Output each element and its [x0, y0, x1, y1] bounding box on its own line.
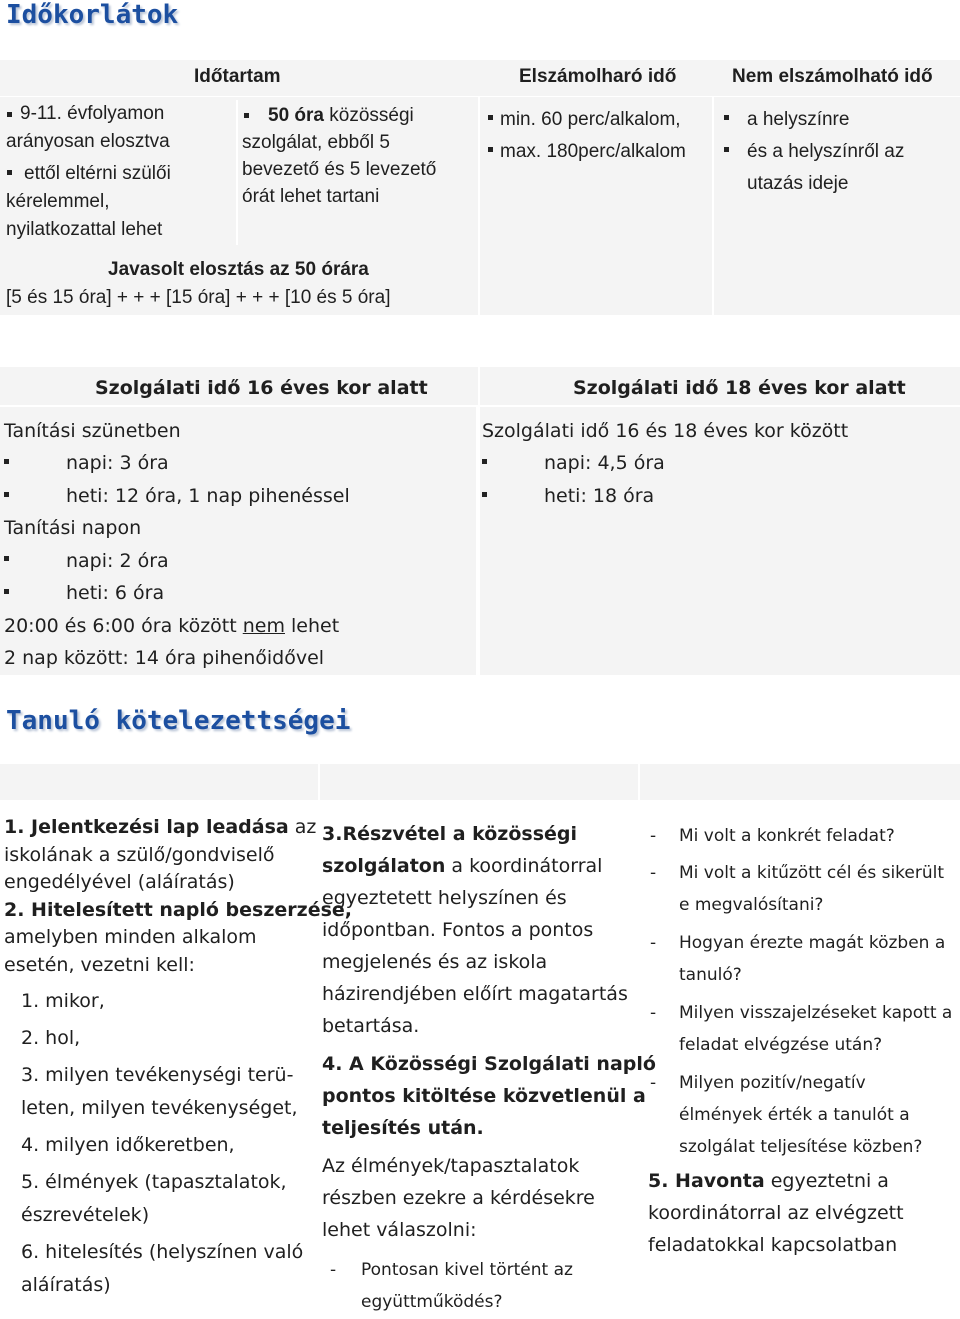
header-under-18: Szolgálati idő 18 éves kor alatt: [573, 377, 906, 399]
suggested-distribution-title: Javasolt elosztás az 50 órára: [108, 259, 369, 280]
obligations-header-band: [0, 764, 960, 800]
header-nonbillable: Nem elszámolható idő: [732, 66, 933, 87]
header-duration: Időtartam: [194, 66, 281, 87]
header-under-16: Szolgálati idő 16 éves kor alatt: [95, 377, 428, 399]
section-title-obligations: Tanuló kötelezettségei: [6, 706, 351, 736]
section-title-time-limits: Időkorlátok: [6, 0, 179, 30]
header-billable: Elszámolharó idő: [519, 66, 677, 87]
suggested-distribution-line: [5 és 15 óra] + + + [15 óra] + + + [10 és 5 óra]: [6, 287, 391, 308]
